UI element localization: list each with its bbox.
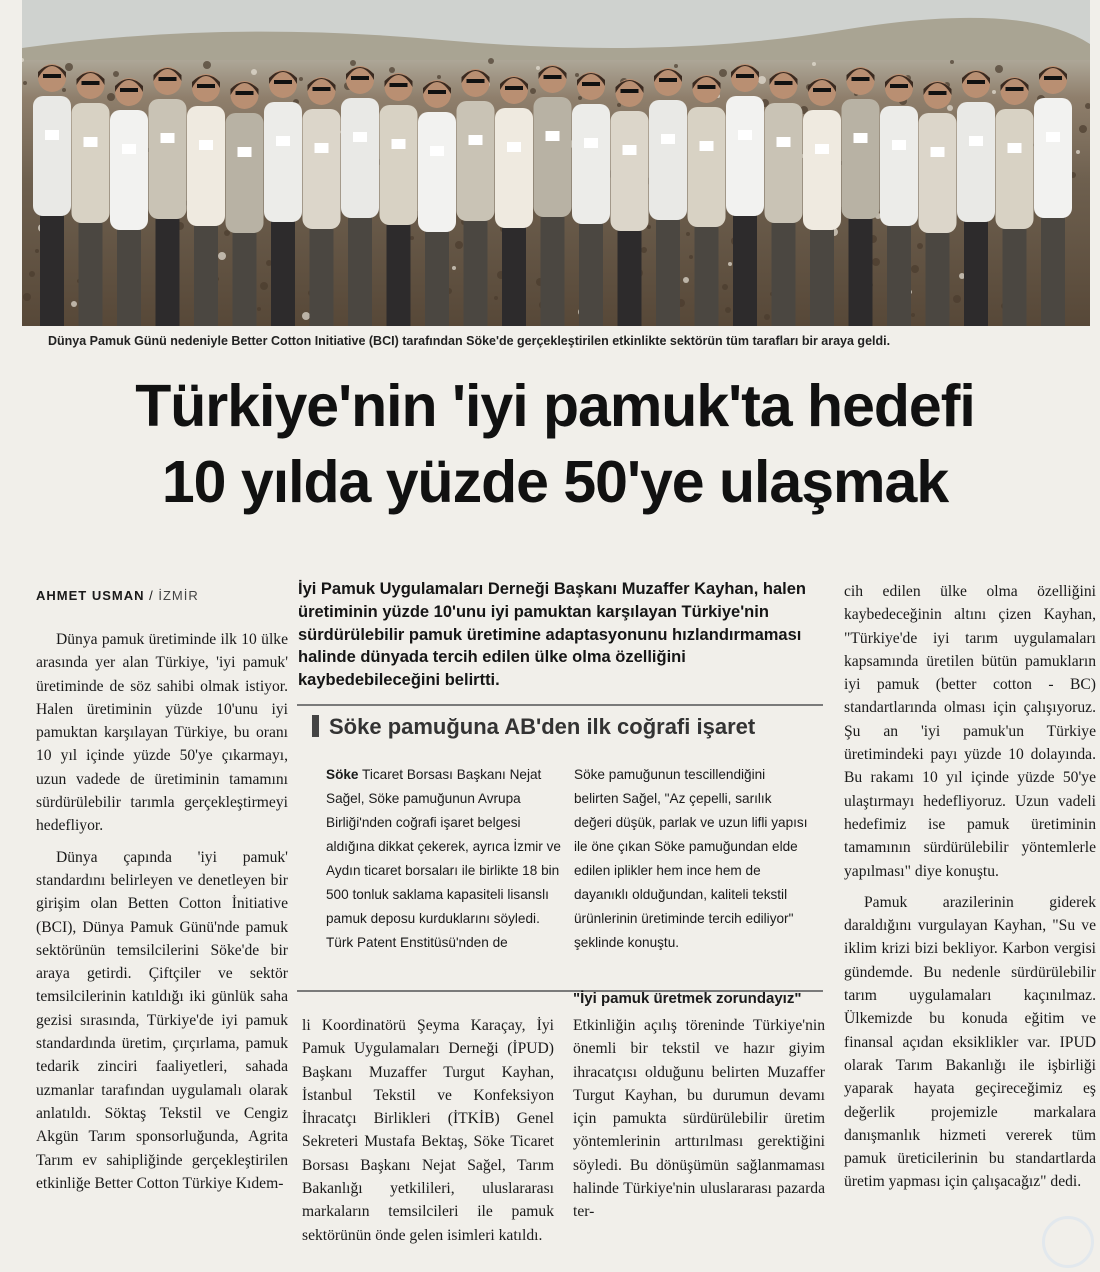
person-figure — [919, 81, 957, 326]
photo-caption: Dünya Pamuk Günü nedeniyle Better Cotton Initiative (BCI) tarafından Söke'de gerçekleştirilen etkinlikte sektörün tüm tarafları bir araya geldi. — [48, 334, 891, 348]
paragraph: li Koordinatörü Şeyma Karaçay, İyi Pamuk Uygulamaları Derneği (İPUD) Başkanı Muzaffer Turgut Kayhan, İstanbul Tekstil ve Konfeksiyon İhracatçı Birlikleri (İTKİB) Genel Sekreteri Mustafa Bektaş, Söke Ticaret Borsası Başkanı Nejat Sağel, Tarım Bakanlığı yetkilileri, uluslararası markaların temsilcileri ile pamuk sektörünün önde gelen isimleri katıldı. — [302, 1017, 554, 1244]
person-figure — [803, 78, 841, 326]
person-figure — [726, 64, 764, 326]
byline-city: İZMİR — [158, 588, 199, 603]
box-column-2: Söke pamuğunun tescillendiğini belirten Sağel, "Az çepelli, sarılık değeri düşük, parlak ve uzun lifli yapısı ile öne çıkan Söke pamuğundan elde edilen iplikler hem ince hem de dayanıklı olduğundan, kaliteli tekstil ürünlerinin üretiminde tercih ediliyor" şeklinde konuştu. — [574, 767, 808, 950]
byline — [36, 588, 199, 603]
box-title-bar — [312, 715, 319, 737]
person-figure — [72, 71, 110, 326]
paragraph: Etkinliğin açılış töreninde Türkiye'nin önemli bir tekstil ve hazır giyim ihracatçısı olduğunu belirten Muzaffer Turgut Kayhan, bu durumun devamı için pamukta sürdürülebilir üretim yöntemlerinin arttırılması gerektiğini söyledi. Bu dönüşümün sağlanmaması halinde Türkiye'nin uluslararası pazarda ter- — [573, 1017, 825, 1221]
person-figure — [957, 70, 995, 326]
person-figure — [226, 81, 264, 326]
person-figure — [149, 67, 187, 326]
person-figure — [1034, 66, 1072, 326]
person-figure — [264, 70, 302, 326]
byline-separator: / — [144, 588, 159, 603]
box-column-1-text: Ticaret Borsası Başkanı Nejat Sağel, Söke pamuğunun Avrupa Birliği'nden coğrafi işaret belgesi aldığına dikkat çekerek, ayrıca İzmir ve Aydın ticaret borsaları ile birlikte 18 bin 500 tonluk saklama kapasiteli lisanslı pamuk deposu kurduklarını söyledi. Türk Patent Enstitüsü'nden de — [326, 767, 561, 950]
paragraph: Pamuk arazilerinin giderek daraldığını vurgulayan Kayhan, "Su ve iklim krizi bizi bekliyor. Karbon vergisi gündemde. Bu nedenle sürdürülebilir tarım uygulamaları kaçınılmaz. Ülkemizde bu konuda eğitim ve finansal açıdan eksiklikler var. IPUD olarak Tarım Bakanlığı ile işbirliği yaparak hayata geçireceğimiz eş değerlik projemizle markalara danışmanlık hizmeti vererek tüm pamuk üreticilerinin bu standartlarda üretim yapması için çalışacağız" dedi. — [844, 893, 1096, 1191]
person-figure — [33, 64, 71, 326]
box-lead-word: Söke — [326, 767, 359, 782]
paragraph: Dünya çapında 'iyi pamuk' standardını belirleyen ve denetleyen bir girişim olan Betten Cotton İnitiative (BCI), Dünya Pamuk Günü'nde pamuk sektörünün temsilcilerini Söke'de bir araya getirdi. Çiftçiler ve sektör temsilcilerinin katıldığı iki günlük saha gezisi sırasında, Türkiye'de iyi pamuk standardında üretim, çırçırlama, pamuk tedarik zinciri faaliyetleri, sahada uzmanlar tarafından uygulamalı olarak anlatıldı. Söktaş Tekstil ve Cengiz Akgün Tarım sponsorluğunda, Agrita Tarım ev sahipliğinde gerçekleştirilen etkinliğe Better Cotton Türkiye Kıdem- — [36, 848, 288, 1192]
author-name: AHMET USMAN — [36, 588, 145, 603]
section-subhead: "İyi pamuk üretmek zorundayız" — [573, 990, 802, 1007]
box-title — [312, 714, 755, 740]
group-photo — [22, 0, 1090, 326]
person-figure — [110, 78, 148, 326]
headline — [20, 368, 1090, 520]
group-photo-illustration — [22, 0, 1090, 326]
paragraph: Dünya pamuk üretiminde ilk 10 ülke arasında yer alan Türkiye, 'iyi pamuk' üretiminde de söz sahibi olmak istiyor. Halen üretiminin yüzde 10'unu iyi pamuktan karşılayan Türkiye, bu oranı 10 yıl içinde yüzde 50'ye çıkarmayı, uzun vadede de üretiminin tamamını sürdürülebilir tarımla gerçekleştirmeyi hedefliyor. — [36, 631, 288, 835]
person-figure — [303, 77, 341, 326]
person-figure — [880, 74, 918, 326]
person-figure — [534, 65, 572, 326]
lead-paragraph: İyi Pamuk Uygulamaları Derneği Başkanı Muzaffer Kayhan, halen üretiminin yüzde 10'unu iyi pamuktan karşılayan Türkiye'nin sürdürülebilir pamuk üretimine adaptasyonunu hızlandırmaması halinde dünyada tercih edilen ülke olma özelliğini kaybedebileceğini belirtti. — [298, 580, 807, 690]
person-figure — [187, 74, 225, 326]
person-figure — [457, 69, 495, 326]
box-column-1 — [326, 763, 564, 955]
person-figure — [688, 75, 726, 326]
box-top-rule — [297, 704, 823, 706]
article-column-2 — [302, 1014, 554, 1247]
article-column-3 — [573, 1014, 825, 1224]
paragraph: cih edilen ülke olma özelliğini kaybedeceğinin altını çizen Kayhan, "Türkiye'de iyi tarım uygulamaları kapsamında üretilen bütün pamukların iyi pamuk (better cotton - BC) standartlarında olması için çalışıyoruz. Şu an 'iyi pamuk'un Türkiye üretimindeki payı yüzde 10 dolayında. Bu rakamı 10 yıl içinde yüzde 50'ye ulaştırmayı hedefliyoruz. Uzun vadeli hedefimiz ise pamuk üretiminin tamamının sürdürülebilir yöntemlerle yapılması" diye konuştu. — [844, 583, 1096, 880]
person-figure — [495, 76, 533, 326]
person-figure — [842, 67, 880, 326]
publisher-logo — [1042, 1216, 1094, 1268]
person-figure — [649, 68, 687, 326]
person-figure — [380, 73, 418, 326]
article-column-1 — [36, 628, 288, 1195]
person-figure — [572, 72, 610, 326]
headline-line-1: Türkiye'nin 'iyi pamuk'ta hedefi — [135, 373, 975, 439]
article-column-4 — [844, 580, 1096, 1194]
headline-line-2: 10 yılda yüzde 50'ye ulaşmak — [161, 449, 949, 515]
person-figure — [996, 77, 1034, 326]
person-figure — [341, 66, 379, 326]
person-figure — [765, 71, 803, 326]
box-title-text: Söke pamuğuna AB'den ilk coğrafi işaret — [329, 714, 756, 739]
person-figure — [611, 79, 649, 326]
